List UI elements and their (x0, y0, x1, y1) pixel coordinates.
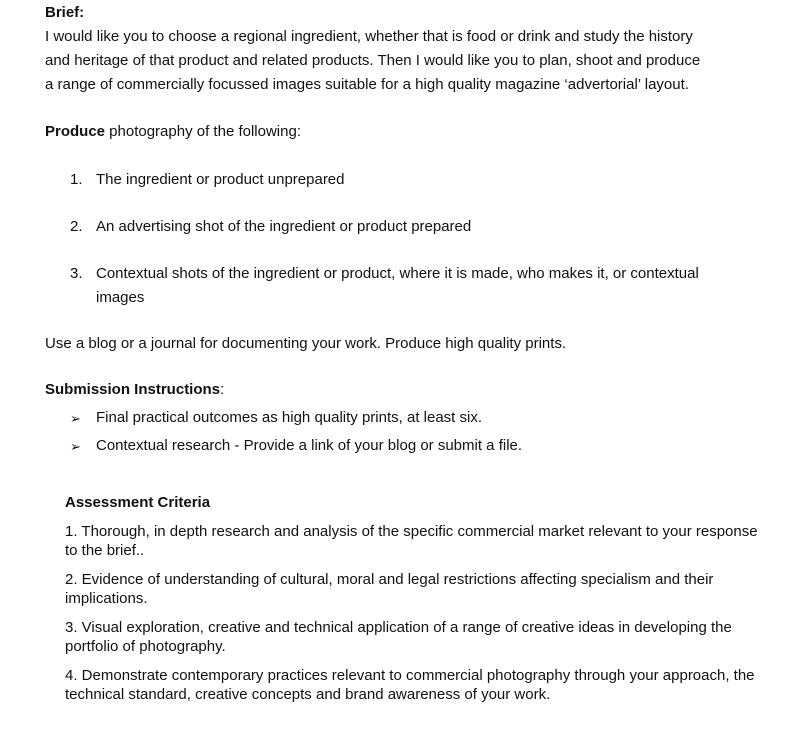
assessment-item-3: 3. Visual exploration, creative and technical application of a range of creative ideas in developing the portfolio of photography. (65, 619, 732, 655)
bullet-arrow-icon: ➢ (70, 411, 81, 426)
produce-label-rest: photography of the following: (105, 123, 301, 140)
blog-note: Use a blog or a journal for documenting your work. Produce high quality prints. (45, 335, 567, 352)
produce-item-1-number: 1. (70, 171, 83, 188)
produce-item-3-number: 3. (70, 265, 83, 282)
produce-item-1-text: The ingredient or product unprepared (96, 171, 345, 188)
brief-heading: Brief: (45, 4, 85, 21)
submission-item-1: Final practical outcomes as high quality prints, at least six. (96, 409, 483, 426)
produce-item-2-text: An advertising shot of the ingredient or product prepared (96, 218, 472, 235)
assessment-item-4: 4. Demonstrate contemporary practices relevant to commercial photography through your approach, the technical standard, creative concepts and brand awareness of your work. (65, 667, 755, 703)
brief-line-3: a range of commercially focussed images suitable for a high quality magazine ‘advertorial’ layout. (45, 76, 689, 93)
assessment-heading: Assessment Criteria (65, 494, 211, 511)
brief-line-2: and heritage of that product and related products. Then I would like you to plan, shoot and produce (45, 52, 701, 69)
assessment-item-1: 1. Thorough, in depth research and analysis of the specific commercial market relevant to your response to the brief.. (65, 523, 758, 559)
produce-label (45, 123, 301, 140)
bullet-arrow-icon: ➢ (70, 439, 81, 454)
submission-heading-bold: Submission Instructions (45, 381, 221, 398)
assessment-item-2: 2. Evidence of understanding of cultural, moral and legal restrictions affecting specialism and their implications. (65, 571, 714, 607)
produce-item-2-number: 2. (70, 218, 83, 235)
produce-label-bold: Produce (45, 123, 106, 140)
brief-line-1: I would like you to choose a regional ingredient, whether that is food or drink and study the history (45, 28, 693, 45)
produce-item-3-text-line-2: images (96, 289, 145, 306)
submission-heading (45, 381, 224, 398)
submission-item-2: Contextual research - Provide a link of your blog or submit a file. (96, 437, 523, 454)
submission-heading-colon: : (220, 381, 225, 398)
produce-item-3-text-line-1: Contextual shots of the ingredient or product, where it is made, who makes it, or contextual (96, 265, 699, 282)
